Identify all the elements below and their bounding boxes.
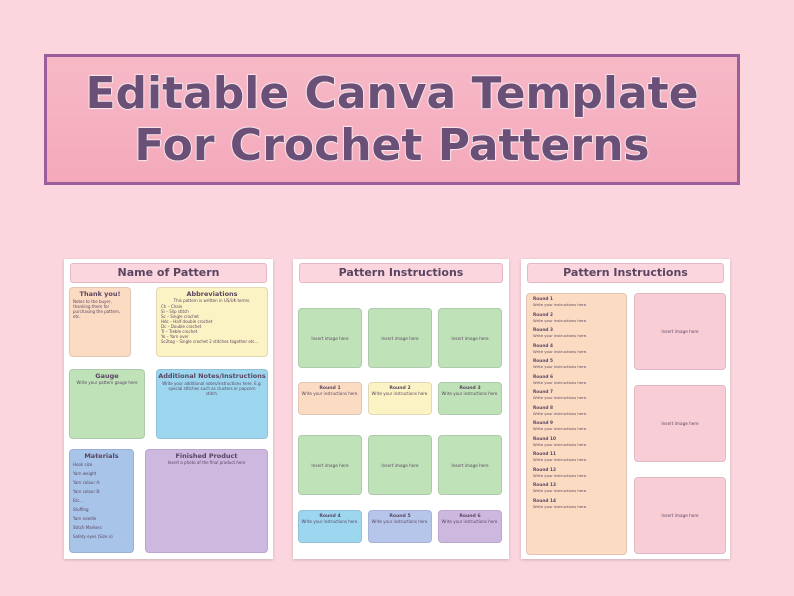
- image-placeholder-label: Insert image here: [661, 329, 699, 334]
- abbreviations-title: Abbreviations: [186, 290, 238, 298]
- round-text: Write your instructions here.: [441, 519, 499, 524]
- material-line: Stuffing: [73, 507, 89, 512]
- material-line: Hook size: [73, 462, 93, 467]
- image-placeholder: [438, 308, 502, 368]
- round-title: Round 6: [533, 374, 553, 380]
- round-title: Round 2: [533, 312, 553, 318]
- round-title: Round 4: [533, 343, 553, 349]
- materials-box: [69, 449, 134, 553]
- material-line: Yarn colour B:: [73, 489, 101, 494]
- page-2-header: Pattern Instructions: [299, 263, 503, 283]
- image-placeholder-label: Insert image here: [661, 513, 699, 518]
- round-list-item: [533, 406, 620, 416]
- image-placeholder-label: Insert image here: [661, 421, 699, 426]
- round-text: Write your instructions here.: [301, 519, 359, 524]
- round-text: Write your instructions here.: [533, 426, 588, 431]
- round-text: Write your instructions here.: [533, 472, 588, 478]
- image-placeholder: [298, 308, 362, 368]
- material-line: Safety eyes (Size x): [73, 534, 113, 539]
- round-title: Round 6: [459, 514, 481, 519]
- notes-text: Write your additional notes/instructions here. E.g. special stitches such as clusters or popcorn stitch.: [162, 381, 262, 396]
- round-box: [438, 510, 502, 543]
- gauge-text: Write your pattern gauge here: [76, 380, 138, 385]
- round-title: Round 1: [533, 297, 553, 302]
- round-text: Write your instructions here.: [301, 391, 359, 396]
- finished-product-text: Insert a photo of the final product here: [167, 460, 246, 465]
- round-title: Round 7: [533, 390, 553, 395]
- template-page-2: [293, 259, 509, 559]
- round-list-item: [533, 359, 620, 369]
- round-title: Round 11: [533, 452, 556, 457]
- round-title: Round 1: [319, 386, 341, 391]
- material-line: Yarn weight: [73, 471, 97, 476]
- round-text: Write your instructions here.: [533, 348, 588, 354]
- round-text: Write your instructions here.: [371, 519, 429, 524]
- abbreviation-line: Sc – Single crochet: [161, 314, 199, 319]
- round-text: Write your instructions here.: [533, 379, 588, 385]
- round-list-item: [533, 452, 620, 462]
- image-placeholder: [298, 435, 362, 495]
- round-text: Write your instructions here.: [441, 391, 499, 396]
- template-page-1: [64, 259, 273, 559]
- round-text: Write your instructions here.: [533, 457, 588, 462]
- gauge-box: [69, 369, 145, 439]
- abbreviations-intro: This pattern is written in US/UK terms.: [173, 298, 251, 303]
- banner-title-line-2: For Crochet Patterns: [134, 119, 650, 171]
- round-title: Round 5: [389, 514, 411, 519]
- template-page-3: [521, 259, 730, 559]
- image-placeholder-label: Insert image here: [451, 335, 489, 341]
- rounds-list-box: [526, 293, 627, 555]
- round-list-item: [533, 390, 620, 400]
- round-box: [298, 382, 362, 415]
- abbreviation-line: Dc – Double crochet: [161, 324, 202, 329]
- round-list-item: [533, 344, 620, 354]
- round-list-item: [533, 483, 620, 493]
- thank-you-box: [69, 287, 131, 357]
- round-list-item: [533, 468, 620, 478]
- gauge-title: Gauge: [95, 372, 119, 380]
- round-title: Round 5: [533, 359, 553, 364]
- abbreviation-line: Yo – Yarn over: [161, 334, 189, 339]
- round-list-item: [533, 437, 620, 447]
- image-placeholder-label: Insert image here: [311, 335, 349, 341]
- materials-title: Materials: [84, 452, 119, 460]
- round-title: Round 10: [533, 436, 556, 442]
- finished-product-title: Finished Product: [175, 452, 238, 460]
- page-1-header: Name of Pattern: [70, 263, 267, 283]
- round-text: Write your instructions here.: [533, 333, 588, 338]
- round-list-item: [533, 375, 620, 385]
- abbreviation-line: Sc2tog – Single crochet 2 stitches together etc...: [161, 339, 259, 344]
- materials-list: [70, 460, 133, 545]
- image-placeholder: [634, 385, 726, 462]
- material-line: Etc...: [73, 498, 84, 503]
- material-line: Stitch Markers: [73, 525, 102, 530]
- notes-title: Additional Notes/Instructions: [158, 372, 266, 380]
- title-banner: [44, 54, 740, 185]
- thank-you-text: Notes to the buyer, thanking them for purchasing the pattern, etc.: [73, 299, 121, 319]
- round-title: Round 14: [533, 498, 556, 504]
- abbreviations-box: [156, 287, 268, 357]
- abbreviation-line: Hdc – Half double crochet: [161, 319, 213, 324]
- round-list-item: [533, 421, 620, 431]
- image-placeholder: [634, 293, 726, 370]
- thank-you-title: Thank you!: [79, 290, 121, 298]
- round-title: Round 3: [459, 386, 481, 391]
- round-text: Write your instructions here.: [533, 488, 588, 493]
- notes-box: [156, 369, 268, 439]
- finished-product-box: [145, 449, 268, 553]
- round-title: Round 3: [533, 328, 553, 333]
- image-placeholder-label: Insert image here: [451, 462, 489, 468]
- round-title: Round 13: [533, 483, 556, 488]
- round-text: Write your instructions here.: [533, 410, 588, 416]
- round-title: Round 4: [319, 514, 341, 519]
- image-placeholder: [368, 308, 432, 368]
- round-text: Write your instructions here.: [533, 317, 588, 323]
- round-list-item: [533, 297, 620, 307]
- round-text: Write your instructions here.: [533, 503, 588, 509]
- banner-title-line-1: Editable Canva Template: [85, 67, 699, 119]
- image-placeholder-label: Insert image here: [381, 335, 419, 341]
- round-text: Write your instructions here.: [371, 391, 429, 396]
- page-3-header: Pattern Instructions: [527, 263, 724, 283]
- round-title: Round 12: [533, 467, 556, 473]
- round-box: [368, 510, 432, 543]
- round-title: Round 2: [389, 386, 411, 391]
- round-title: Round 8: [533, 405, 553, 411]
- round-text: Write your instructions here.: [533, 302, 588, 307]
- image-placeholder-label: Insert image here: [311, 462, 349, 468]
- image-placeholder: [634, 477, 726, 554]
- round-list-item: [533, 499, 620, 509]
- round-box: [368, 382, 432, 415]
- material-line: Yarn colour A:: [73, 480, 101, 485]
- round-list-item: [533, 313, 620, 323]
- image-placeholder: [438, 435, 502, 495]
- image-placeholder-label: Insert image here: [381, 462, 419, 468]
- abbreviation-line: Sl – Slip stitch: [161, 309, 189, 314]
- image-placeholder: [368, 435, 432, 495]
- abbreviation-line: Ch – Chain: [161, 304, 183, 309]
- round-text: Write your instructions here.: [533, 364, 588, 369]
- round-box: [438, 382, 502, 415]
- round-text: Write your instructions here.: [533, 441, 588, 447]
- material-line: Yarn needle: [73, 516, 97, 521]
- round-list-item: [533, 328, 620, 338]
- round-box: [298, 510, 362, 543]
- round-text: Write your instructions here.: [533, 395, 588, 400]
- abbreviation-line: Tr – Treble crochet: [161, 329, 198, 334]
- round-title: Round 9: [533, 421, 553, 426]
- abbreviations-list: [157, 303, 267, 345]
